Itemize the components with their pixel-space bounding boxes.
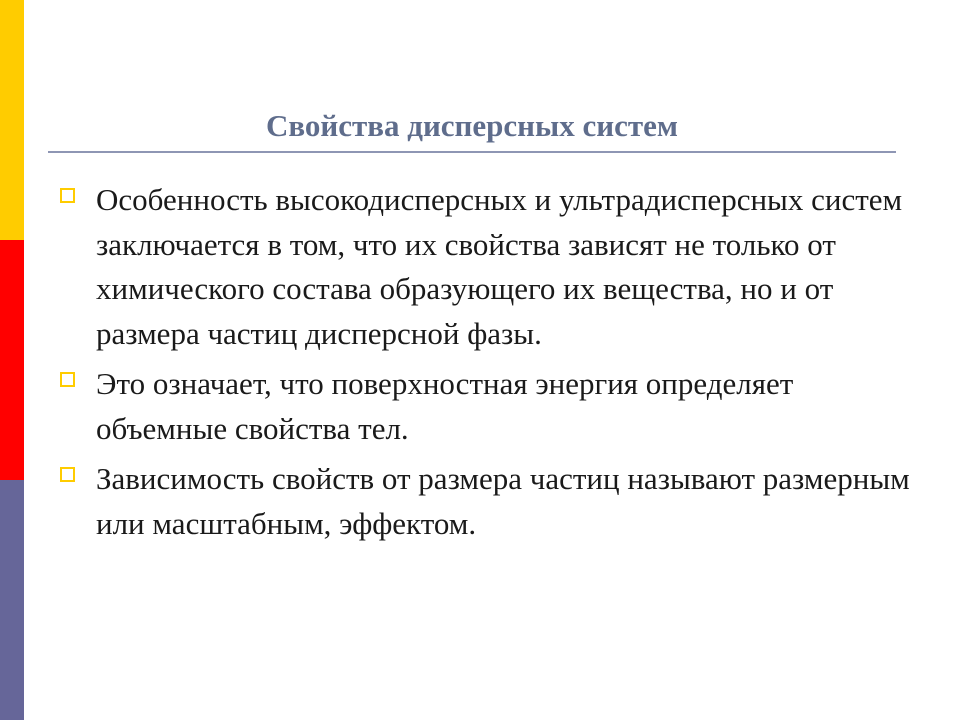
bullet-item — [60, 362, 920, 451]
side-color-bar — [0, 0, 24, 720]
square-bullet-icon — [60, 467, 75, 482]
title-divider — [48, 151, 896, 153]
bullet-item — [60, 178, 920, 356]
bullet-list — [60, 178, 920, 552]
square-bullet-icon — [60, 372, 75, 387]
square-bullet-icon — [60, 188, 75, 203]
bullet-text: Это означает, что поверхностная энергия определяет объемные свойства тел. — [96, 366, 794, 446]
bullet-text: Особенность высокодисперсных и ультрадисперсных систем заключается в том, что их свойства зависят не только от химического состава образующего их вещества, но и от размера частиц дисперсной фазы. — [96, 182, 903, 351]
side-bar-yellow-segment — [0, 0, 24, 240]
side-bar-purple-segment — [0, 480, 24, 720]
slide-title: Свойства дисперсных систем — [266, 108, 678, 143]
bullet-text: Зависимость свойств от размера частиц называют размерным или масштабным, эффектом. — [96, 461, 910, 541]
bullet-item — [60, 457, 920, 546]
side-bar-red-segment — [0, 240, 24, 480]
